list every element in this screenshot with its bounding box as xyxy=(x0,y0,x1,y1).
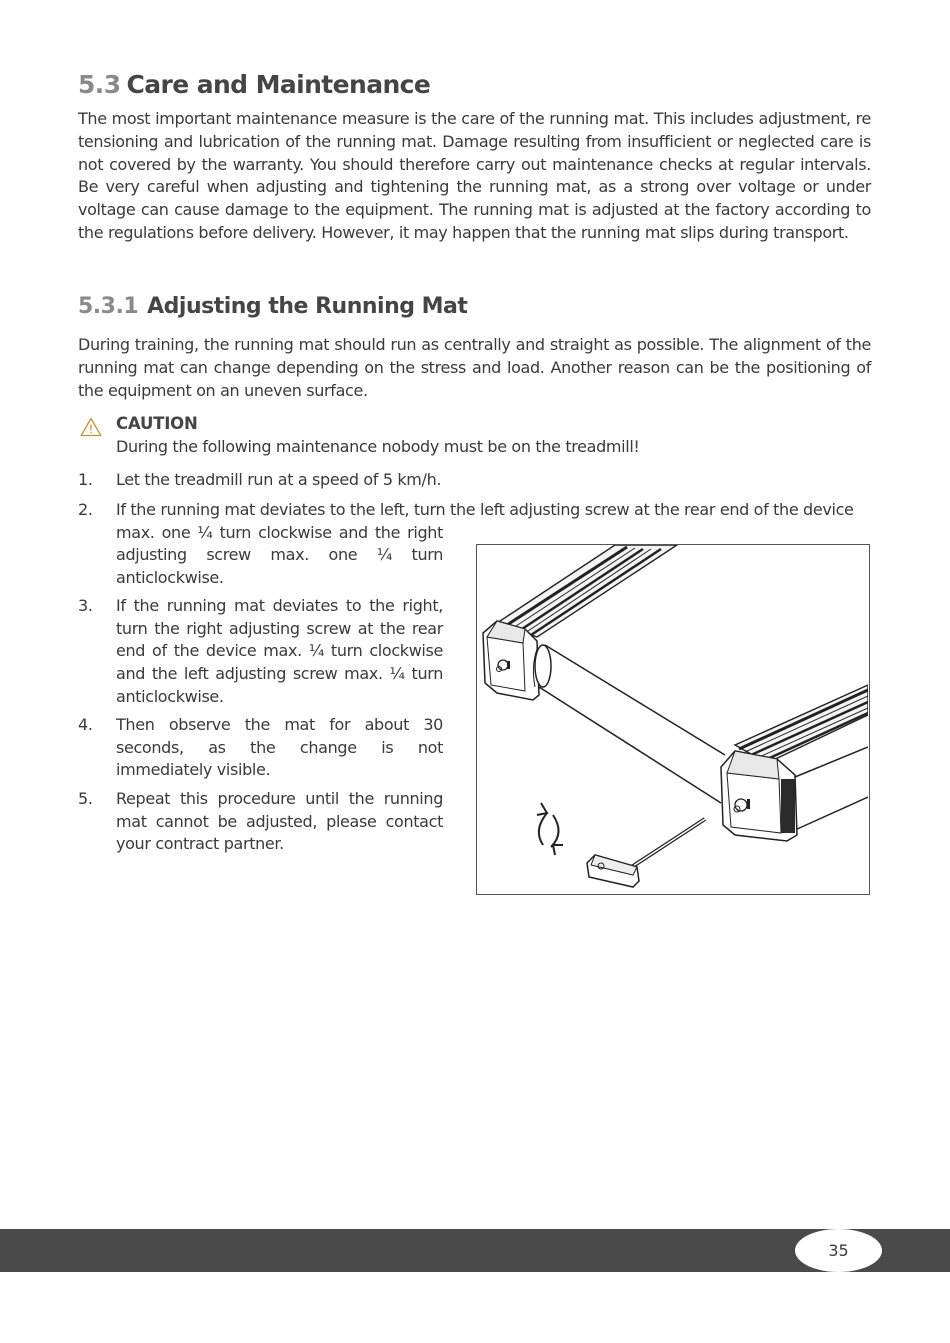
step-text-line1: If the running mat deviates to the left, turn the left adjusting screw at the rear end of the device xyxy=(116,500,854,519)
step-number: 2. xyxy=(78,500,93,519)
treadmill-rear-roller-with-hex-key-illustration xyxy=(477,545,868,893)
caution-title: CAUTION xyxy=(116,414,198,433)
page-number: 35 xyxy=(828,1241,849,1260)
step-text-rest: max. one ¼ turn clockwise and the right adjusting screw max. one ¼ turn anticlockwise. xyxy=(116,522,443,588)
step-text: Let the treadmill run at a speed of 5 km/h. xyxy=(116,470,442,489)
step-text: Repeat this procedure until the running mat cannot be adjusted, please contact your contract partner. xyxy=(116,789,443,854)
caution-text: During the following maintenance nobody must be on the treadmill! xyxy=(116,437,640,456)
treadmill-adjustment-figure xyxy=(476,544,870,895)
subsection-title: Adjusting the Running Mat xyxy=(147,294,468,319)
section-title: Care and Maintenance xyxy=(126,70,431,99)
section-heading xyxy=(78,70,430,99)
step-text: Then observe the mat for about 30 seconds, as the change is not immediately visible. xyxy=(116,715,443,780)
intro-paragraph: The most important maintenance measure is the care of the running mat. This includes adjustment, re tensioning and lubrication of the running mat. Damage resulting from insufficient or neglected care is not covered by the warranty. You should therefore carry out maintenance checks at regular intervals. Be very careful when adjusting and tightening the running mat, as a strong over voltage or under voltage can cause damage to the equipment. The running mat is adjusted at the factory according to the regulations before delivery. However, it may happen that the running mat slips during transport. xyxy=(78,109,871,242)
warning-triangle-icon xyxy=(80,417,102,437)
section-number: 5.3 xyxy=(78,70,121,99)
step-number: 1. xyxy=(78,470,93,489)
subsection-heading xyxy=(78,294,467,319)
subsection-number: 5.3.1 xyxy=(78,294,139,319)
step-number: 4. xyxy=(78,715,93,734)
subsection-paragraph: During training, the running mat should run as centrally and straight as possible. The alignment of the running mat can change depending on the stress and load. Another reason can be the positioning of the equipment on an uneven surface. xyxy=(78,335,871,400)
step-number: 5. xyxy=(78,789,93,808)
step-text: If the running mat deviates to the right, turn the right adjusting screw at the rear end of the device max. ¼ turn clockwise and the left adjusting screw max. ¼ turn anticlockwise. xyxy=(116,596,443,706)
step-number: 3. xyxy=(78,596,93,615)
